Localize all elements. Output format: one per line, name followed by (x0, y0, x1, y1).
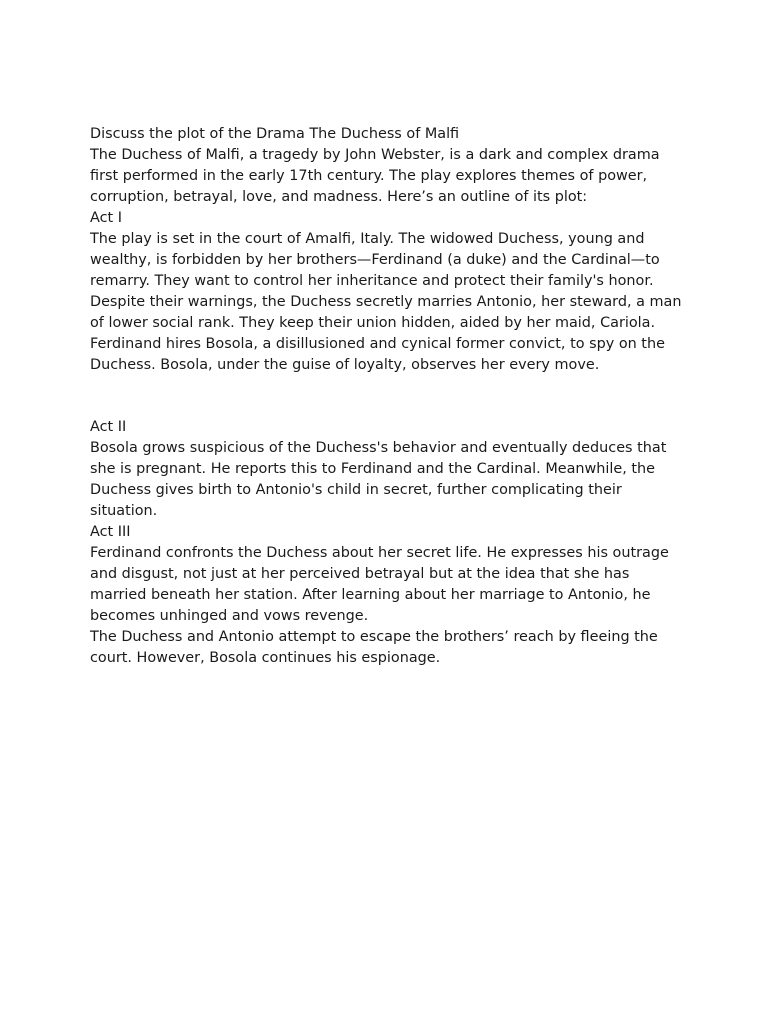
document-page (90, 124, 690, 669)
act-1-heading: Act I (90, 210, 122, 226)
act-1-paragraph-2: Ferdinand hires Bosola, a disillusioned and cynical former convict, to spy on the Duchess. Bosola, under the guise of loyalty, observes her every move. (90, 336, 665, 373)
intro-paragraph: The Duchess of Malfi, a tragedy by John Webster, is a dark and complex drama first performed in the early 17th century. The play explores themes of power, corruption, betrayal, love, and madness. Here’s an outline of its plot: (90, 147, 660, 205)
act-3-paragraph-1: Ferdinand confronts the Duchess about her secret life. He expresses his outrage and disgust, not just at her perceived betrayal but at the idea that she has married beneath her station. After learning about her marriage to Antonio, he becomes unhinged and vows revenge. (90, 545, 669, 624)
act-3-paragraph-2: The Duchess and Antonio attempt to escape the brothers’ reach by fleeing the court. However, Bosola continues his espionage. (90, 629, 658, 666)
question-heading: Discuss the plot of the Drama The Duchess of Malfi (90, 126, 460, 142)
act-1-paragraph-1: The play is set in the court of Amalfi, Italy. The widowed Duchess, young and wealthy, is forbidden by her brothers—Ferdinand (a duke) and the Cardinal—to remarry. They want to control her inheritance and protect their family's honor. Despite their warnings, the Duchess secretly marries Antonio, her steward, a man of lower social rank. They keep their union hidden, aided by her maid, Cariola. (90, 231, 682, 331)
act-2-heading: Act II (90, 419, 127, 435)
act-2-paragraph-1: Bosola grows suspicious of the Duchess's behavior and eventually deduces that she is pregnant. He reports this to Ferdinand and the Cardinal. Meanwhile, the Duchess gives birth to Antonio's child in secret, further complicating their situation. (90, 440, 667, 519)
act-3-heading: Act III (90, 524, 131, 540)
